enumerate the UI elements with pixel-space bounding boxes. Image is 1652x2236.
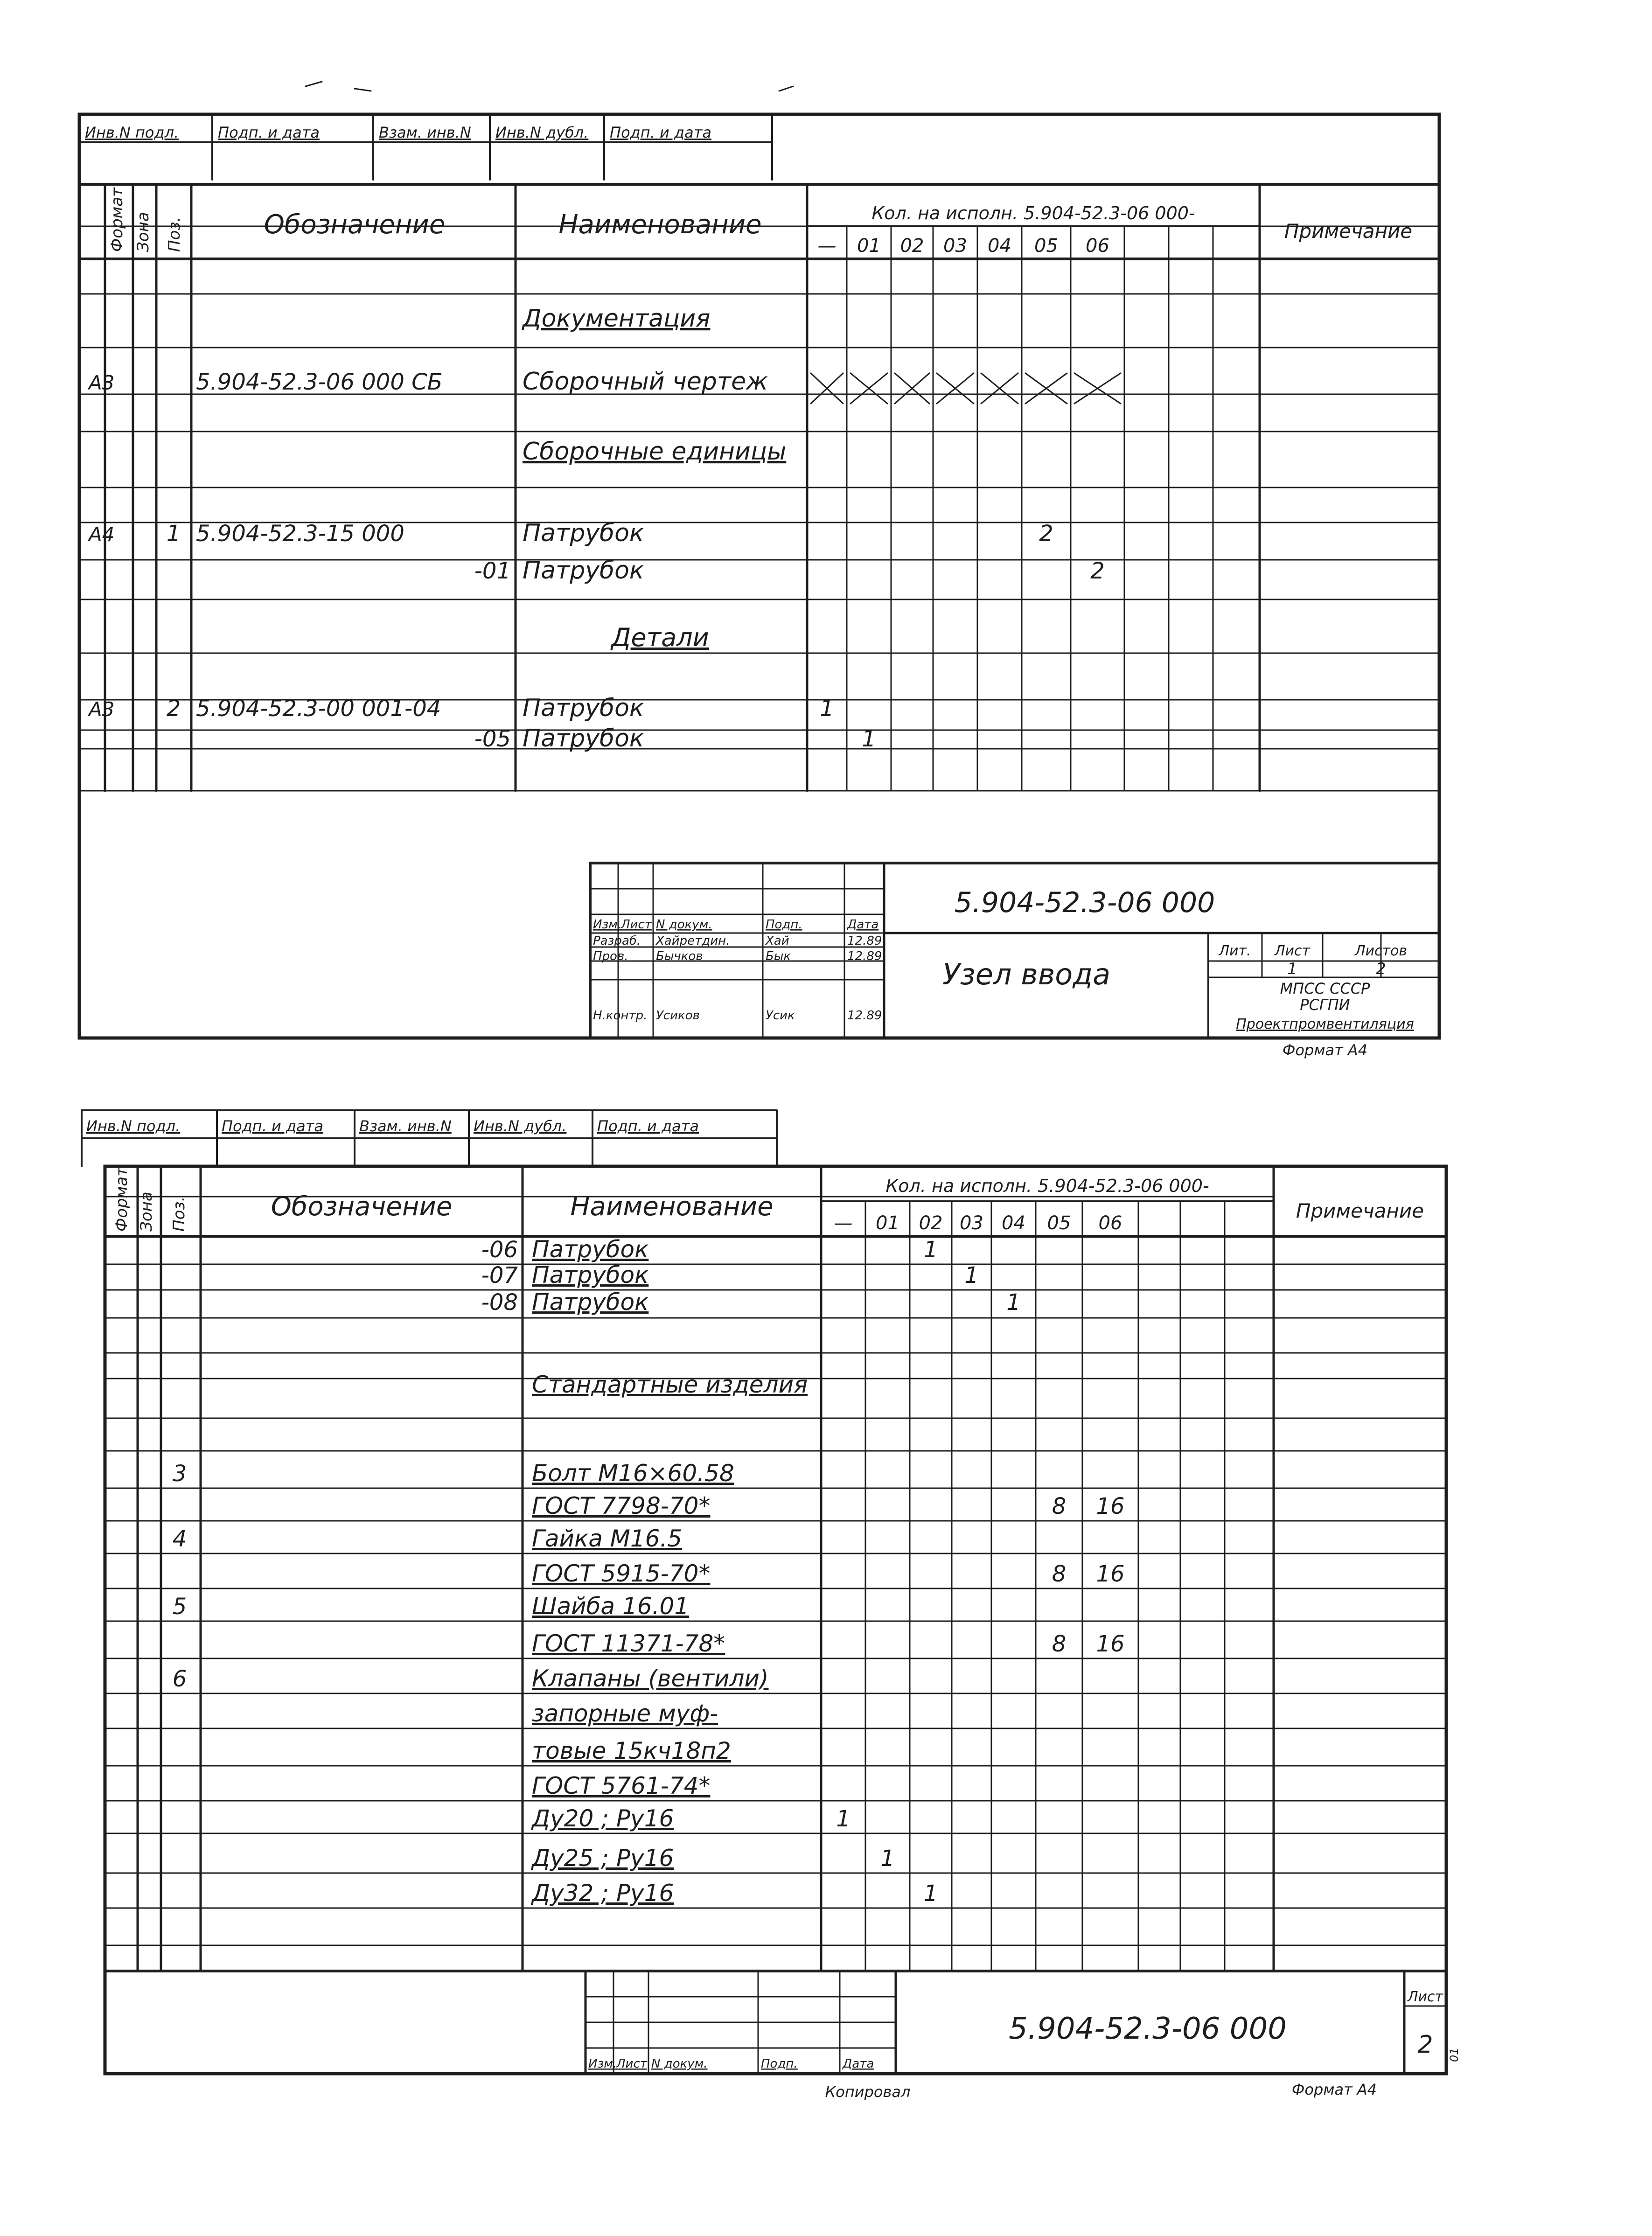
row-name: Патрубок: [532, 1236, 649, 1263]
title-role: Разраб.: [593, 934, 641, 948]
stamp-field-label: Подп. и дата: [610, 124, 711, 141]
title-org: МПСС СССР: [1280, 980, 1370, 997]
header-qty-title: Кол. на исполн. 5.904-52.3-06 000-: [885, 1176, 1209, 1196]
row-name: Патрубок: [523, 557, 644, 585]
title-org: РСГПИ: [1300, 996, 1350, 1014]
row-designation: 5.904-52.3-00 001-04: [196, 696, 441, 722]
row-name: Ду25 ; Ру16: [532, 1845, 674, 1872]
row-name: Гайка М16.5: [532, 1525, 683, 1552]
title-col-label: Изм.: [593, 918, 622, 932]
title-sheets-label: Листов: [1354, 943, 1408, 959]
row-name: запорные муф-: [532, 1700, 718, 1727]
title-sign: Хай: [766, 934, 789, 948]
footer-sheet: 2: [1417, 2031, 1433, 2059]
header-format: Формат: [108, 188, 126, 252]
row-name: Клапаны (вентили): [532, 1665, 769, 1692]
header-name: Наименование: [558, 209, 762, 240]
row-name: ГОСТ 5761-74*: [532, 1772, 711, 1799]
row-format: А3: [89, 698, 115, 721]
header-qty-title: Кол. на исполн. 5.904-52.3-06 000-: [871, 203, 1195, 223]
header-variant: 02: [900, 235, 924, 257]
row-qty: 2: [1090, 558, 1105, 584]
row-pos: 2: [166, 696, 181, 722]
header-zone: Зона: [134, 212, 153, 252]
row-format: А4: [89, 523, 115, 546]
row-designation: -08: [481, 1289, 518, 1316]
row-name: Патрубок: [532, 1261, 649, 1289]
header-variant: 05: [1034, 235, 1058, 257]
row-name: ГОСТ 11371-78*: [532, 1630, 725, 1657]
row-name: Патрубок: [523, 519, 644, 547]
title-sign: Бык: [766, 949, 791, 963]
header-variant: 05: [1047, 1212, 1071, 1234]
header-variant: 06: [1098, 1212, 1122, 1234]
header-designation: Обозначение: [271, 1191, 453, 1222]
row-name-heading: Детали: [611, 623, 709, 652]
stamp-field-label: Инв.N подл.: [86, 1117, 181, 1135]
title-person: Хайретдин.: [656, 934, 730, 948]
row-designation: 5.904-52.3-15 000: [196, 521, 404, 547]
header-variant: —: [834, 1212, 853, 1234]
stamp-field-label: Инв.N подл.: [85, 124, 179, 141]
title-sign: Усик: [766, 1009, 795, 1023]
row-qty: 1: [923, 1881, 938, 1907]
title-doc-number: 5.904-52.3-06 000: [954, 886, 1215, 919]
row-name: Шайба 16.01: [532, 1593, 690, 1620]
row-name: ГОСТ 7798-70*: [532, 1492, 711, 1519]
row-name-heading: Сборочные единицы: [523, 438, 787, 466]
header-variant: 03: [960, 1212, 983, 1234]
title-name: Узел ввода: [942, 957, 1111, 991]
row-qty: 1: [964, 1262, 979, 1289]
title-col-label: Дата: [847, 918, 879, 932]
row-pos: 1: [166, 521, 181, 547]
row-designation: 5.904-52.3-06 000 СБ: [196, 369, 443, 395]
header-note: Примечание: [1284, 220, 1413, 243]
header-variant: —: [817, 235, 836, 257]
title-col-label: N докум.: [656, 918, 712, 932]
row-name: Ду32 ; Ру16: [532, 1880, 674, 1907]
header-variant: 06: [1086, 235, 1109, 257]
header-variant: 02: [919, 1212, 943, 1234]
header-variant: 03: [943, 235, 967, 257]
title-person: Усиков: [656, 1009, 700, 1023]
row-qty: 16: [1096, 1561, 1125, 1587]
row-qty: 1: [836, 1806, 850, 1832]
row-name: Патрубок: [532, 1289, 649, 1316]
footer-sheet-label: Лист: [1407, 1989, 1443, 2005]
stamp-field-label: Инв.N дубл.: [495, 124, 589, 141]
row-qty: 1: [1006, 1289, 1021, 1316]
row-name: Патрубок: [523, 724, 644, 752]
footer-side-mark: 01: [1448, 2048, 1461, 2062]
title-lit-label: Лит.: [1219, 943, 1251, 959]
header-variant: 01: [857, 235, 881, 257]
footer-col-label: Лист: [616, 2057, 647, 2071]
row-qty: 16: [1096, 1493, 1125, 1519]
row-qty: 1: [862, 726, 876, 752]
row-name: Болт М16×60.58: [532, 1460, 734, 1487]
header-pos: Поз.: [170, 1196, 188, 1232]
row-pos: 6: [172, 1666, 187, 1692]
stamp-field-label: Взам. инв.N: [359, 1117, 452, 1135]
row-qty: 1: [880, 1846, 895, 1872]
title-person: Бычков: [656, 949, 703, 963]
title-role: Н.контр.: [593, 1009, 648, 1023]
row-format: А3: [89, 371, 115, 394]
header-note: Примечание: [1296, 1199, 1424, 1222]
row-name: товые 15кч18п2: [532, 1737, 731, 1764]
row-name-heading: Документация: [523, 305, 711, 333]
row-name: ГОСТ 5915-70*: [532, 1560, 711, 1587]
footer-copied: Копировал: [825, 2083, 911, 2101]
title-org: Проектпромвентиляция: [1236, 1016, 1414, 1032]
row-qty: 16: [1096, 1631, 1125, 1657]
title-sheets: 2: [1376, 960, 1386, 978]
row-pos: 5: [172, 1594, 187, 1620]
row-pos: 3: [172, 1461, 187, 1487]
header-variant: 01: [876, 1212, 899, 1234]
row-qty: 1: [820, 696, 834, 722]
header-format: Формат: [112, 1167, 131, 1232]
stamp-field-label: Инв.N дубл.: [474, 1117, 567, 1135]
title-sheet: 1: [1287, 960, 1297, 978]
stamp-field-label: Подп. и дата: [218, 124, 320, 141]
title-date: 12.89: [847, 949, 882, 963]
header-pos: Поз.: [165, 216, 184, 252]
stamp-field-label: Подп. и дата: [222, 1117, 323, 1135]
row-designation: -05: [474, 726, 511, 752]
row-qty: 8: [1052, 1493, 1066, 1519]
header-name: Наименование: [570, 1191, 774, 1222]
header-zone: Зона: [137, 1191, 156, 1232]
footer-format: Формат А4: [1291, 2081, 1377, 2098]
title-date: 12.89: [847, 1009, 882, 1023]
footer-col-label: N докум.: [651, 2057, 708, 2071]
row-qty: 8: [1052, 1561, 1066, 1587]
title-role: Пров.: [593, 949, 628, 963]
row-designation: -07: [481, 1262, 518, 1289]
row-designation: -06: [481, 1237, 518, 1263]
row-name: Ду20 ; Ру16: [532, 1805, 674, 1832]
stamp-field-label: Подп. и дата: [597, 1117, 699, 1135]
row-qty: 1: [923, 1237, 938, 1263]
stamp-field-label: Взам. инв.N: [379, 124, 471, 141]
row-name: Патрубок: [523, 694, 644, 722]
title-col-label: Подп.: [766, 918, 802, 932]
row-name-heading: Стандартные изделия: [532, 1371, 808, 1398]
title-date: 12.89: [847, 934, 882, 948]
title-col-label: Лист: [621, 918, 652, 932]
header-variant: 04: [1002, 1212, 1025, 1234]
row-qty: 8: [1052, 1631, 1066, 1657]
row-pos: 4: [172, 1526, 187, 1552]
header-designation: Обозначение: [264, 209, 446, 240]
row-name: Сборочный чертеж: [523, 368, 768, 396]
footer-col-label: Дата: [843, 2057, 874, 2071]
header-variant: 04: [988, 235, 1011, 257]
footer-doc-number: 5.904-52.3-06 000: [1009, 2012, 1287, 2046]
title-format: Формат А4: [1282, 1041, 1368, 1059]
row-designation: -01: [474, 558, 511, 584]
footer-col-label: Изм.: [588, 2057, 617, 2071]
row-qty: 2: [1039, 521, 1053, 547]
footer-col-label: Подп.: [761, 2057, 798, 2071]
title-sheet-label: Лист: [1274, 943, 1310, 959]
